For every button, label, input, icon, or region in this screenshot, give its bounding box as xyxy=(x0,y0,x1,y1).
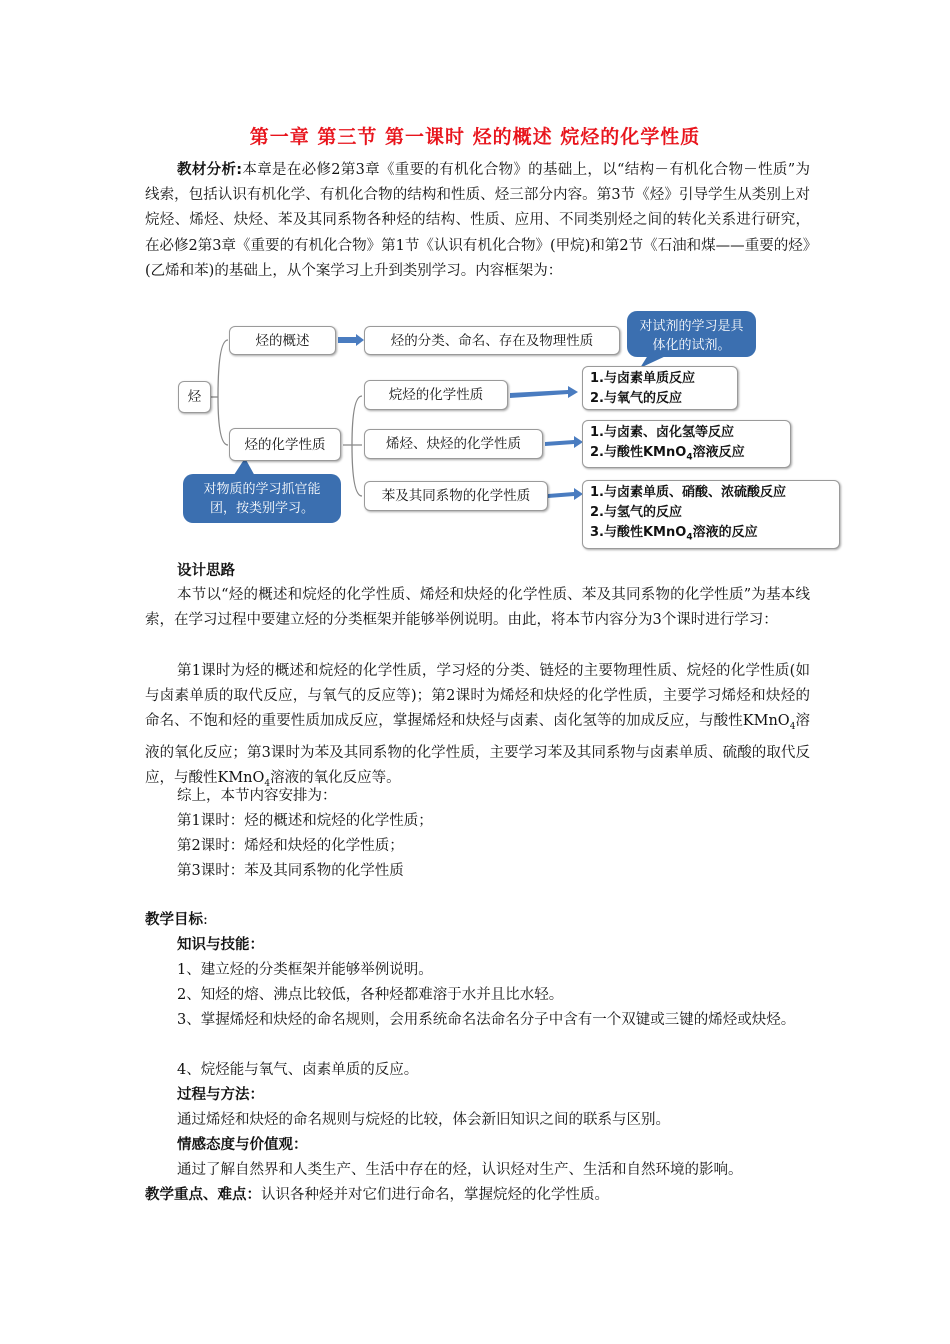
alkane-reaction-1: 1.与卤素单质反应 xyxy=(590,371,695,386)
page-title: 第一章 第三节 第一课时 烃的概述 烷烃的化学性质 xyxy=(249,126,701,148)
diagram-alkene-box: 烯烃、炔烃的化学性质 xyxy=(364,429,543,459)
benzene-reaction-3: 3.与酸性KMnO$_4$溶液的反应 xyxy=(590,525,758,543)
knowledge-item-1: 1、建立烃的分类框架并能够举例说明。 xyxy=(177,962,433,978)
diagram-alkane-box: 烷烃的化学性质 xyxy=(364,380,508,410)
analysis-label: 教材分析: xyxy=(177,162,243,178)
goals-heading: 教学目标: xyxy=(145,912,208,928)
benzene-reaction-1: 1.与卤素单质、硝酸、浓硫酸反应 xyxy=(590,485,786,500)
emotion-heading: 情感态度与价值观： xyxy=(177,1137,308,1153)
knowledge-heading: 知识与技能： xyxy=(177,937,264,953)
knowledge-item-2: 2、知烃的熔、沸点比较低，各种烃都难溶于水并且比水轻。 xyxy=(177,987,564,1003)
emotion-text: 通过了解自然界和人类生产、生活中存在的烃，认识烃对生产、生活和自然环境的影响。 xyxy=(177,1162,743,1178)
callout-reagent: 对试剂的学习是具体化的试剂。 xyxy=(627,311,756,357)
lesson-1: 第1课时：烃的概述和烷烃的化学性质； xyxy=(177,813,433,829)
diagram-benzene-reactions xyxy=(582,480,840,549)
diagram-chem-box: 烃的化学性质 xyxy=(229,428,341,461)
diagram-alkene-reactions xyxy=(582,420,791,468)
lesson-2: 第2课时：烯烃和炔烃的化学性质； xyxy=(177,838,404,854)
alkene-reaction-1: 1.与卤素、卤化氢等反应 xyxy=(590,425,734,440)
diagram-overview-detail-box: 烃的分类、命名、存在及物理性质 xyxy=(364,326,620,355)
diagram-root-box: 烃 xyxy=(178,381,211,413)
analysis-text: 本章是在必修2第3章《重要的有机化合物》的基础上，以“结构－有机化合物－性质”为线索，包括认识有机化学、有机化合物的结构和性质、烃三部分内容。第3节《烃》引导学生从类别上对烷烃、烯烃、炔烃、苯及其同系物各种烃的结构、性质、应用、不同类别烃之间的转化关系进行研究，在必修2第3章《重要的有机化合物》第1节《认识有机化合物》(甲烷)和第2节《石油和煤——重要的烃》(乙烯和苯)的基础上，从个案学习上升到类别学习。内容框架为： xyxy=(145,162,810,279)
diagram-benzene-box: 苯及其同系物的化学性质 xyxy=(364,481,548,511)
callout-functional-group: 对物质的学习抓官能团，按类别学习。 xyxy=(183,474,341,523)
design-summary: 综上，本节内容安排为： xyxy=(177,788,337,804)
process-text: 通过烯烃和炔烃的命名规则与烷烃的比较，体会新旧知识之间的联系与区别。 xyxy=(177,1112,670,1128)
design-paragraph-2: 第1课时为烃的概述和烷烃的化学性质，学习烃的分类、链烃的主要物理性质、烷烃的化学性质(如与卤素单质的取代反应，与氧气的反应等)；第2课时为烯烃和炔烃的化学性质，主要学习烯烃和炔烃的命名、不饱和烃的重要性质加成反应，掌握烯烃和炔烃与卤素、卤化氢等的加成反应，与酸性KMnO$_4$溶液的氧化反应；第3课时为苯及其同系物的化学性质，主要学习苯及其同系物与卤素单质、硫酸的取代反应，与酸性KMnO$_4$溶液的氧化反应等。 xyxy=(145,663,811,789)
keypoints: 教学重点、难点：认识各种烃并对它们进行命名，掌握烷烃的化学性质。 xyxy=(145,1187,609,1203)
lesson-3: 第3课时：苯及其同系物的化学性质 xyxy=(177,863,404,879)
benzene-reaction-2: 2.与氢气的反应 xyxy=(590,505,682,520)
knowledge-item-4: 4、烷烃能与氧气、卤素单质的反应。 xyxy=(177,1062,419,1078)
knowledge-item-3: 3、掌握烯烃和炔烃的命名规则，会用系统命名法命名分子中含有一个双键或三键的烯烃或炔烃。 xyxy=(177,1012,796,1028)
alkene-reaction-2: 2.与酸性KMnO$_4$溶液反应 xyxy=(590,445,745,463)
process-heading: 过程与方法： xyxy=(177,1087,264,1103)
diagram-overview-box: 烃的概述 xyxy=(229,326,336,355)
diagram-alkane-reactions xyxy=(582,366,738,410)
design-paragraph-1: 本节以“烃的概述和烷烃的化学性质、烯烃和炔烃的化学性质、苯及其同系物的化学性质”为基本线索，在学习过程中要建立烃的分类框架并能够举例说明。由此，将本节内容分为3个课时进行学习： xyxy=(145,587,810,629)
framework-diagram-lines xyxy=(0,0,950,560)
alkane-reaction-2: 2.与氧气的反应 xyxy=(590,391,682,406)
design-heading: 设计思路 xyxy=(177,563,235,579)
